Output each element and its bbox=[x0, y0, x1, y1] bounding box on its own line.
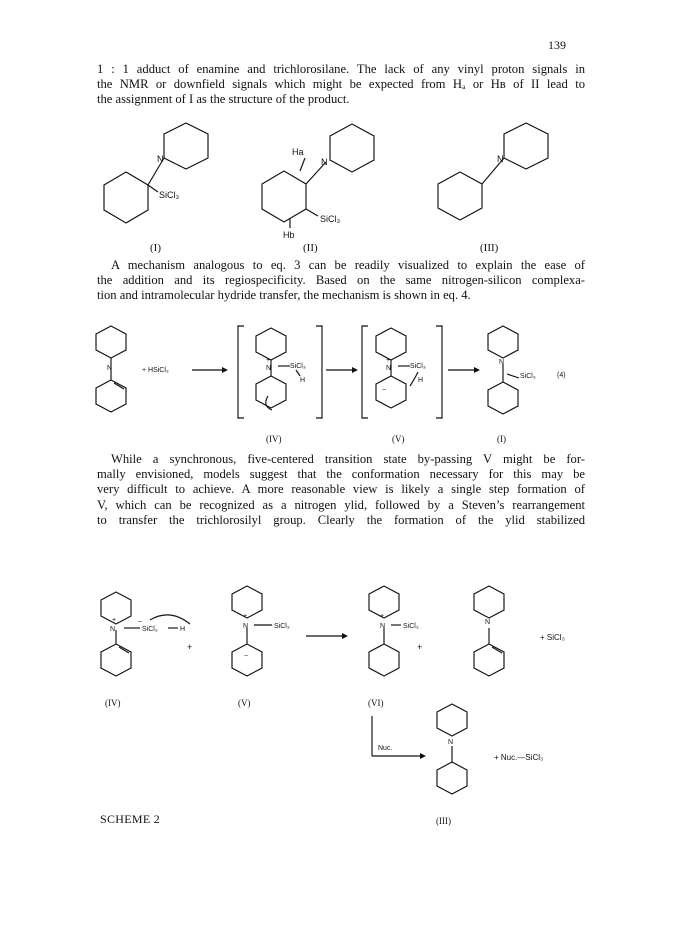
scheme-compound-v bbox=[232, 586, 290, 676]
piperidine-ring bbox=[437, 704, 467, 736]
nitrogen-label: N bbox=[386, 365, 392, 372]
sicl3-label: SiCl₃ bbox=[142, 626, 158, 633]
h-label: H bbox=[418, 377, 424, 384]
text-line: A mechanism analogous to eq. 3 can be readily visualized to explain the ease of bbox=[111, 258, 585, 272]
text-line: V, which can be recognized as a nitrogen ylid, followed by a Steven’s rearrangement bbox=[97, 497, 585, 512]
paragraph-ylid bbox=[97, 452, 585, 528]
piperidine-ring bbox=[96, 326, 126, 358]
bracket-right bbox=[436, 326, 442, 418]
text-line: While a synchronous, five-centered transition state by-passing V might be for- bbox=[111, 452, 585, 466]
si-minus-label: − bbox=[138, 619, 143, 626]
c-si-bond bbox=[148, 185, 158, 192]
compound-label-iii: (III) bbox=[480, 242, 499, 254]
complex-v bbox=[376, 328, 426, 408]
scheme-2 bbox=[0, 578, 680, 838]
cyclohexane-ring bbox=[262, 171, 306, 222]
sicl3-label: SiCl₃ bbox=[320, 214, 341, 224]
piperidine-ring bbox=[330, 124, 374, 172]
c-si-bond bbox=[507, 374, 519, 378]
electron-arrow bbox=[410, 372, 418, 386]
structure-ii bbox=[262, 124, 374, 240]
equation-number: (4) bbox=[557, 372, 566, 379]
text-line: the NMR or downfield signals which might be expected from Hₐ or Hʙ of II lead to bbox=[97, 77, 585, 92]
si-h-bond bbox=[296, 370, 300, 376]
structures-i-ii-iii bbox=[0, 110, 680, 260]
compound-label-iv: (IV) bbox=[266, 434, 282, 444]
scheme-compound-iv bbox=[101, 592, 193, 676]
piperidine-ring bbox=[376, 328, 406, 360]
bracket-left bbox=[362, 326, 368, 418]
cyclohexene-ring bbox=[256, 376, 286, 408]
text-line: very difficult to achieve. A more reasonable view is likely a single step formation of bbox=[97, 482, 585, 497]
nitrogen-label: N bbox=[107, 365, 113, 372]
scheme-compound-iii bbox=[437, 704, 467, 794]
structure-i bbox=[104, 123, 208, 223]
bracket-right bbox=[316, 326, 322, 418]
enamine bbox=[96, 326, 126, 412]
plus-sign: + bbox=[187, 642, 193, 652]
text-line: the assignment of I as the structure of the product. bbox=[97, 92, 350, 107]
text-line: tion and intramolecular hydride transfer, the mechanism is shown in eq. 4. bbox=[97, 288, 471, 303]
nucleophile-label: Nuc. bbox=[378, 745, 393, 752]
carbanion-label: − bbox=[244, 653, 249, 660]
compound-label-iv: (IV) bbox=[105, 698, 121, 708]
hsicl3-reagent: + HSiCl₃ bbox=[142, 367, 169, 374]
nitrogen-label: N bbox=[110, 626, 116, 633]
n-plus-label: + bbox=[243, 613, 248, 620]
cyclohexane-ring bbox=[376, 376, 406, 408]
compound-label-i: (I) bbox=[497, 434, 506, 444]
cyclohexane-ring bbox=[488, 382, 518, 414]
ha-bond bbox=[300, 158, 305, 171]
compound-label-v: (V) bbox=[392, 434, 405, 444]
arrowhead bbox=[474, 367, 480, 373]
bracket-left bbox=[238, 326, 244, 418]
electron-arrow bbox=[150, 615, 190, 624]
cyclohexene-ring bbox=[101, 644, 131, 676]
compound-label-v: (V) bbox=[238, 698, 251, 708]
plus-sign: + bbox=[417, 642, 423, 652]
structure-iii bbox=[438, 123, 548, 220]
sicl3-label: SiCl₃ bbox=[410, 363, 426, 370]
cyclohexene-ring bbox=[96, 380, 126, 412]
piperidine-ring bbox=[504, 123, 548, 169]
n-plus-label: + bbox=[386, 357, 391, 364]
sicl3-label: SiCl₃ bbox=[290, 363, 306, 370]
compound-label-vi: (VI) bbox=[368, 698, 384, 708]
page-number: 139 bbox=[548, 38, 566, 52]
cyclohexane-ring bbox=[104, 172, 148, 223]
paragraph-adduct bbox=[97, 62, 585, 108]
piperidine-ring bbox=[164, 123, 208, 169]
text-line: 1 : 1 adduct of enamine and trichlorosilane. The lack of any vinyl proton signals in bbox=[97, 62, 585, 76]
cyclohexane-ring bbox=[438, 172, 482, 220]
carbanion-label: − bbox=[382, 387, 387, 394]
scheme-enamine bbox=[474, 586, 504, 676]
equation-4 bbox=[0, 318, 680, 448]
scheme-compound-vi bbox=[369, 586, 419, 676]
piperidine-ring bbox=[256, 328, 286, 360]
nitrogen-label: N bbox=[157, 154, 164, 164]
n-plus-label: + bbox=[266, 357, 271, 364]
n-plus-label: + bbox=[112, 617, 117, 624]
compound-label-ii: (II) bbox=[303, 242, 318, 254]
sicl3-label: SiCl₃ bbox=[520, 373, 536, 380]
nuc-sicl3-product: + Nuc.—SiCl₃ bbox=[494, 753, 544, 762]
compound-label-iii: (III) bbox=[436, 816, 451, 826]
sicl3-label: SiCl₃ bbox=[274, 623, 290, 630]
arrowhead bbox=[420, 753, 426, 759]
nitrogen-label: N bbox=[243, 623, 249, 630]
h-label: H bbox=[180, 626, 186, 633]
c-si-bond bbox=[306, 209, 318, 216]
scheme-caption: SCHEME 2 bbox=[100, 812, 161, 826]
ha-label: Ha bbox=[292, 147, 304, 157]
nitrogen-label: N bbox=[497, 154, 504, 164]
product-i bbox=[488, 326, 536, 414]
nitrogen-label: N bbox=[321, 157, 328, 167]
paragraph-mechanism bbox=[97, 258, 585, 304]
nitrogen-label: N bbox=[380, 623, 386, 630]
text-line: mally envisioned, models suggest that the conformation necessary for this may be bbox=[97, 467, 585, 482]
arrowhead bbox=[222, 367, 228, 373]
cyclohexane-ring bbox=[437, 762, 467, 794]
sicl3-anion: + SiCl₃ bbox=[540, 633, 565, 642]
cyclohexene-ring bbox=[474, 644, 504, 676]
n-plus-label: + bbox=[380, 613, 385, 620]
cyclohexane-ring bbox=[369, 644, 399, 676]
cyclohexane-ring bbox=[232, 644, 262, 676]
nitrogen-label: N bbox=[266, 365, 272, 372]
piperidine-ring bbox=[474, 586, 504, 618]
h-label: H bbox=[300, 377, 306, 384]
complex-iv bbox=[256, 328, 306, 410]
sicl3-label: SiCl₃ bbox=[159, 190, 180, 200]
text-line: the addition and its regiospecificity. Based on the same nitrogen-silicon complexa- bbox=[97, 273, 585, 288]
nitrogen-label: N bbox=[485, 619, 491, 626]
hb-label: Hb bbox=[283, 230, 295, 240]
arrowhead bbox=[342, 633, 348, 639]
sicl3-label: SiCl₃ bbox=[403, 623, 419, 630]
arrowhead bbox=[352, 367, 358, 373]
nitrogen-label: N bbox=[448, 739, 454, 746]
compound-label-i: (I) bbox=[150, 242, 161, 254]
piperidine-ring bbox=[488, 326, 518, 358]
text-line: to transfer the trichlorosilyl group. Clearly the formation of the ylid stabilized bbox=[97, 512, 585, 527]
nitrogen-label: N bbox=[499, 359, 505, 366]
